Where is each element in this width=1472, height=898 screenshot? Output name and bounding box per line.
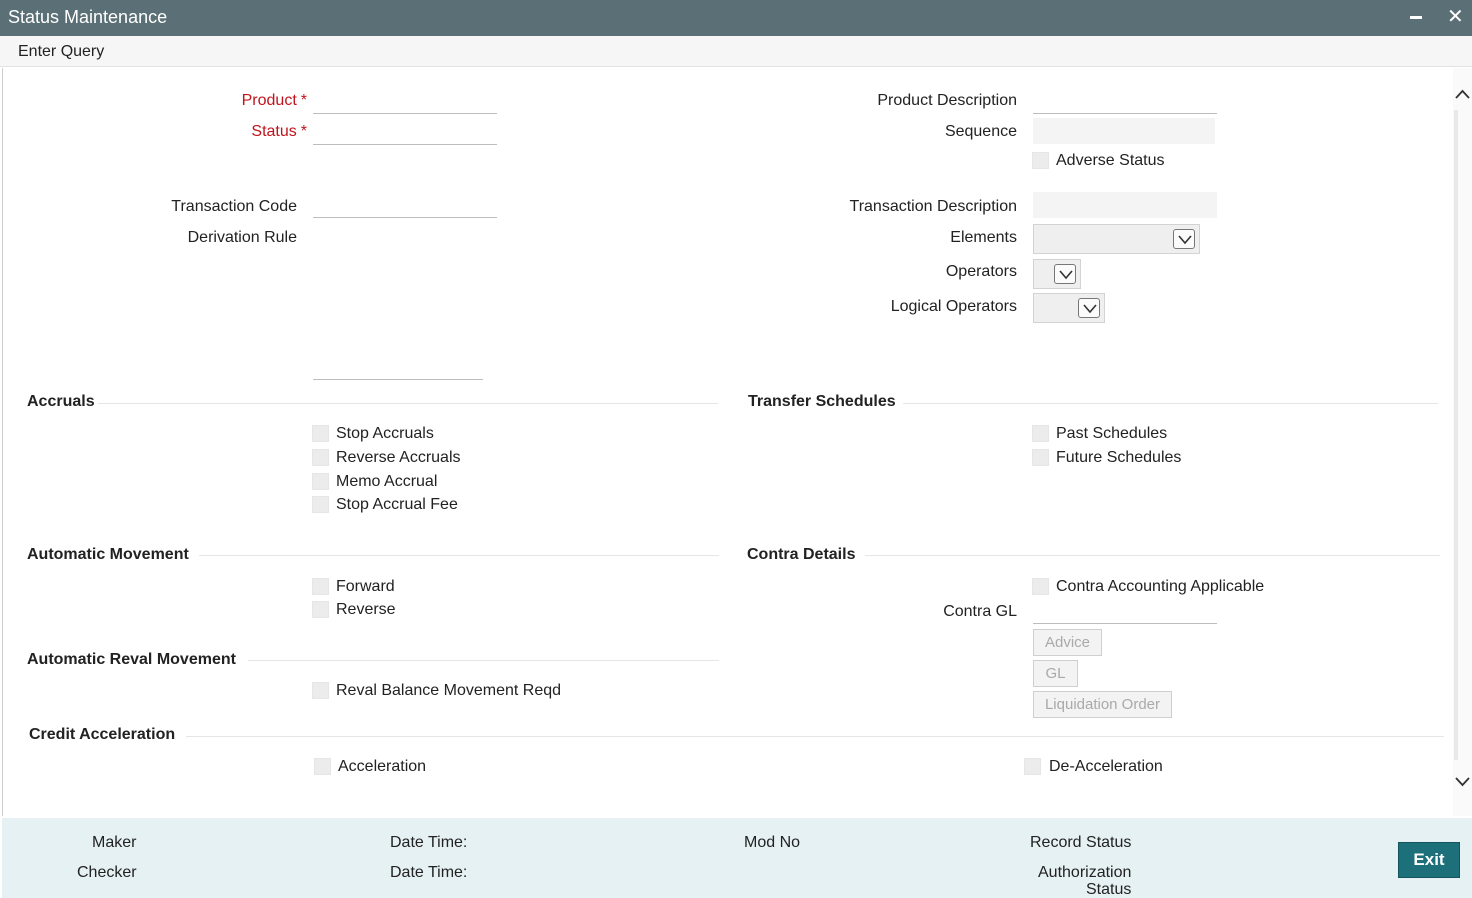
- reval-balance-movement-reqd-checkbox[interactable]: [312, 682, 329, 699]
- forward-label: Forward: [336, 578, 395, 595]
- derivation-rule-label: Derivation Rule: [187, 229, 297, 246]
- maker-date-time-label: Date Time:: [390, 834, 468, 851]
- close-icon[interactable]: ✕: [1447, 6, 1464, 28]
- product-label: [183, 92, 307, 110]
- product-label-text: Product: [241, 92, 297, 109]
- record-status-label: Record Status: [1030, 834, 1132, 851]
- stop-accrual-fee-checkbox[interactable]: [312, 496, 329, 513]
- product-description-input[interactable]: [1033, 90, 1217, 114]
- chevron-down-icon: [1054, 264, 1076, 284]
- minimize-icon[interactable]: [1410, 6, 1422, 19]
- reval-balance-movement-reqd-label: Reval Balance Movement Reqd: [336, 682, 562, 699]
- operators-label: Operators: [945, 263, 1017, 280]
- toolbar: [0, 36, 1472, 67]
- acceleration-checkbox[interactable]: [314, 758, 331, 775]
- transaction-code-label: Transaction Code: [171, 198, 297, 215]
- reverse-accruals-checkbox[interactable]: [312, 449, 329, 466]
- status-input[interactable]: [313, 121, 497, 145]
- past-schedules-checkbox[interactable]: [1032, 425, 1049, 442]
- adverse-status-label: Adverse Status: [1056, 152, 1165, 169]
- main-form: [2, 68, 1453, 816]
- logical-operators-label: Logical Operators: [890, 298, 1017, 315]
- scrollbar-track[interactable]: [1454, 110, 1458, 760]
- elements-select[interactable]: [1033, 224, 1200, 254]
- reverse-accruals-label: Reverse Accruals: [336, 449, 461, 466]
- checker-label: Checker: [77, 864, 137, 881]
- de-acceleration-label: De-Acceleration: [1049, 758, 1163, 775]
- enter-query-button[interactable]: Enter Query: [18, 43, 105, 60]
- window-title: Status Maintenance: [8, 7, 168, 27]
- acceleration-label: Acceleration: [338, 758, 427, 775]
- chevron-down-icon: [1078, 298, 1100, 318]
- maker-label: Maker: [92, 834, 137, 851]
- section-divider: [903, 403, 1438, 404]
- status-label: [183, 123, 307, 141]
- transfer-schedules-section-title: Transfer Schedules: [748, 393, 896, 410]
- transaction-description-input[interactable]: [1033, 192, 1217, 218]
- contra-details-section-title: Contra Details: [747, 546, 856, 563]
- adverse-status-checkbox[interactable]: [1032, 152, 1049, 169]
- contra-accounting-applicable-label: Contra Accounting Applicable: [1056, 578, 1265, 595]
- authorization-label: Authorization: [1038, 864, 1132, 881]
- exit-button[interactable]: Exit: [1398, 842, 1460, 878]
- forward-checkbox[interactable]: [312, 578, 329, 595]
- product-input[interactable]: [313, 90, 497, 114]
- authorization-status-label: Status: [1086, 881, 1132, 898]
- stop-accrual-fee-label: Stop Accrual Fee: [336, 496, 458, 513]
- required-mark: *: [300, 92, 307, 109]
- transaction-code-input[interactable]: [313, 194, 497, 218]
- stop-accruals-label: Stop Accruals: [336, 425, 434, 442]
- vertical-scrollbar[interactable]: [1453, 68, 1472, 816]
- contra-gl-input[interactable]: [1033, 600, 1217, 624]
- chevron-up-icon[interactable]: [1455, 86, 1470, 104]
- reverse-label: Reverse: [336, 601, 396, 618]
- window-titlebar: [0, 0, 1472, 36]
- de-acceleration-checkbox[interactable]: [1024, 758, 1041, 775]
- stop-accruals-checkbox[interactable]: [312, 425, 329, 442]
- section-divider: [248, 660, 719, 661]
- automatic-movement-section-title: Automatic Movement: [27, 546, 189, 563]
- logical-operators-select[interactable]: [1033, 293, 1105, 323]
- memo-accrual-checkbox[interactable]: [312, 473, 329, 490]
- future-schedules-label: Future Schedules: [1056, 449, 1182, 466]
- checker-date-time-label: Date Time:: [390, 864, 468, 881]
- memo-accrual-label: Memo Accrual: [336, 473, 438, 490]
- advice-button[interactable]: Advice: [1033, 629, 1102, 656]
- derivation-rule-textarea[interactable]: [313, 228, 483, 380]
- status-label-text: Status: [251, 123, 297, 140]
- sequence-label: Sequence: [944, 123, 1017, 140]
- required-mark: *: [300, 123, 307, 140]
- section-divider: [186, 736, 1444, 737]
- chevron-down-icon[interactable]: [1455, 774, 1470, 792]
- future-schedules-checkbox[interactable]: [1032, 449, 1049, 466]
- section-divider: [98, 403, 718, 404]
- mod-no-label: Mod No: [744, 834, 801, 851]
- product-description-label: Product Description: [877, 92, 1017, 109]
- elements-label: Elements: [950, 229, 1017, 246]
- contra-accounting-applicable-checkbox[interactable]: [1032, 578, 1049, 595]
- accruals-section-title: Accruals: [27, 393, 95, 410]
- gl-button[interactable]: GL: [1033, 660, 1078, 687]
- reverse-checkbox[interactable]: [312, 601, 329, 618]
- contra-gl-label: Contra GL: [943, 603, 1017, 620]
- operators-select[interactable]: [1033, 259, 1081, 289]
- sequence-input[interactable]: [1033, 118, 1215, 144]
- past-schedules-label: Past Schedules: [1056, 425, 1168, 442]
- section-divider: [199, 555, 719, 556]
- transaction-description-label: Transaction Description: [849, 198, 1017, 215]
- credit-acceleration-section-title: Credit Acceleration: [29, 726, 176, 743]
- chevron-down-icon: [1173, 229, 1195, 249]
- automatic-reval-movement-section-title: Automatic Reval Movement: [27, 651, 236, 668]
- liquidation-order-button[interactable]: Liquidation Order: [1033, 691, 1172, 718]
- audit-footer: [2, 818, 1472, 898]
- section-divider: [865, 555, 1440, 556]
